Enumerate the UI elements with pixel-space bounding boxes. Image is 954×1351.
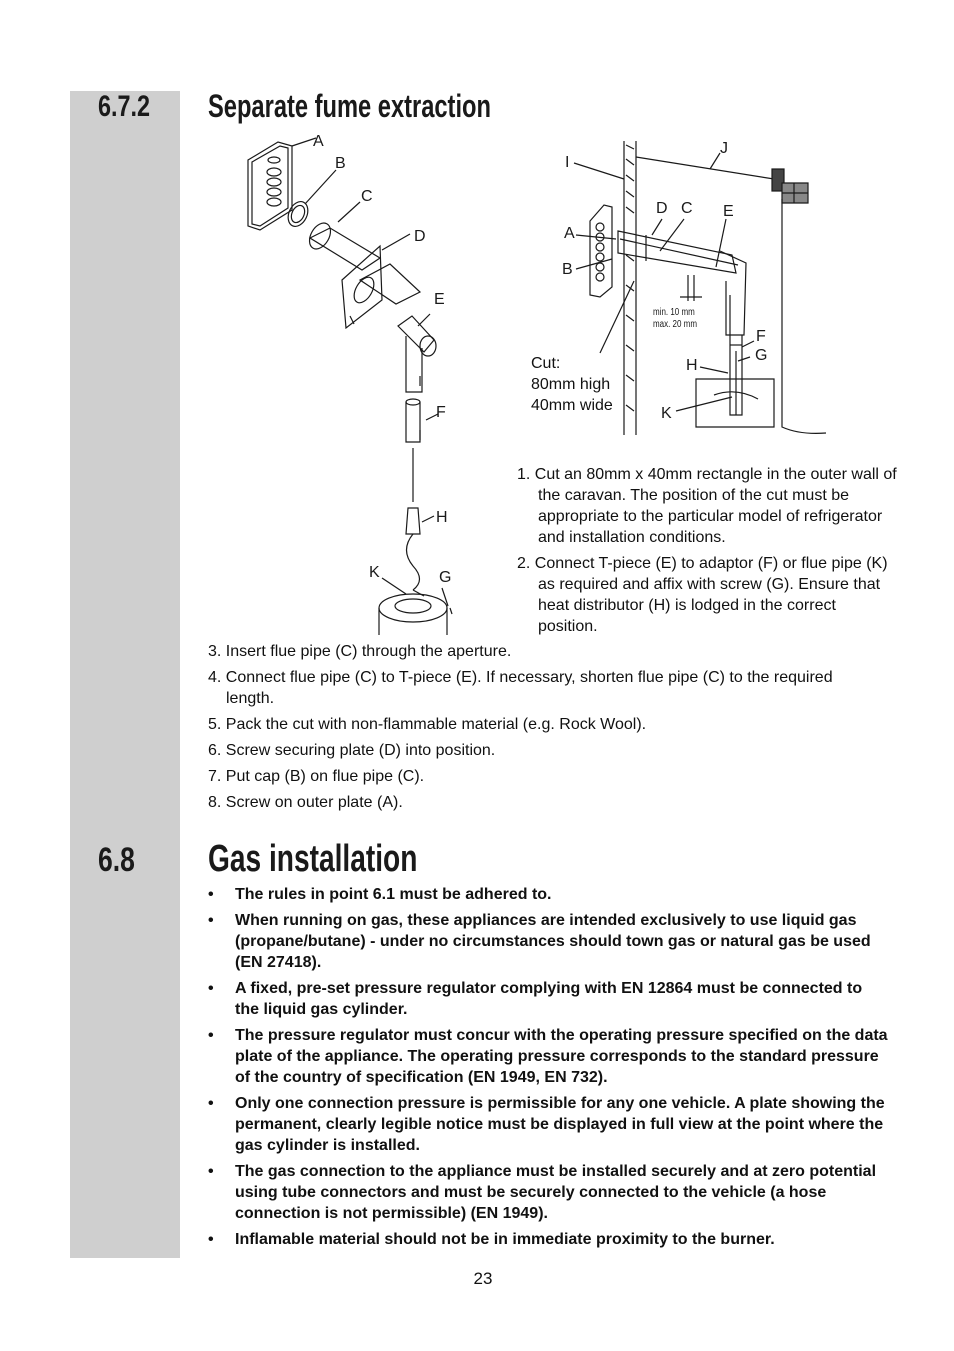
label-g-installed: G [755, 347, 768, 364]
bullet-icon: • [208, 1231, 214, 1248]
cut-title: Cut: [531, 355, 561, 372]
label-g: G [439, 569, 452, 586]
bullet-text: A fixed, pre-set pressure regulator complying with EN 12864 must be connected to the liquid gas cylinder. [235, 980, 863, 1018]
bullet-icon: • [208, 1095, 214, 1112]
step-item: 4. Connect flue pipe (C) to T-piece (E). If necessary, shorten flue pipe (C) to the required length. [208, 669, 833, 707]
label-d-installed: D [656, 200, 668, 217]
bullet-item [208, 1093, 888, 1156]
bullet-text: Inflamable material should not be in immediate proximity to the burner. [235, 1231, 775, 1248]
step-item: 2. Connect T-piece (E) to adaptor (F) or flue pipe (K) as required and affix with screw (G). Ensure that heat distributor (H) is lodged in the correct position. [517, 555, 888, 635]
gas-rules-list [208, 884, 888, 1255]
label-e-installed: E [723, 203, 734, 220]
bullet-item [208, 910, 888, 973]
section-number: 6.7.2 [98, 90, 151, 123]
label-c-installed: C [681, 200, 693, 217]
label-d: D [414, 228, 426, 245]
step-item: 3. Insert flue pipe (C) through the aperture. [208, 643, 512, 660]
steps-list-right [517, 464, 897, 642]
bullet-text: The rules in point 6.1 must be adhered to. [235, 886, 552, 903]
label-f: F [436, 404, 446, 421]
bullet-item [208, 884, 888, 905]
section-sidebar [70, 91, 180, 1258]
step-item: 6. Screw securing plate (D) into position. [208, 742, 496, 759]
step-item: 8. Screw on outer plate (A). [208, 794, 403, 811]
bullet-text: The pressure regulator must concur with the operating pressure specified on the data plate of the appliance. The operating pressure corresponds to the standard pressure of the country of specification (EN 1949, EN 732). [235, 1027, 888, 1086]
bullet-icon: • [208, 1027, 214, 1044]
label-a-installed: A [564, 225, 575, 242]
section-title: Gas installation [208, 838, 418, 880]
step-item: 1. Cut an 80mm x 40mm rectangle in the outer wall of the caravan. The position of the cut must be appropriate to the particular model of refrigerator and installation conditions. [517, 466, 897, 546]
bullet-text: Only one connection pressure is permissible for any one vehicle. A plate showing the permanent, clearly legible notice must be displayed in full view at the point where the gas cylinder is installed. [235, 1095, 885, 1154]
cut-width: 40mm wide [531, 397, 613, 414]
section-number: 6.8 [98, 841, 135, 879]
dimension-min: min. 10 mm [653, 307, 695, 318]
label-e: E [434, 291, 445, 308]
cut-note [531, 353, 613, 416]
label-f-installed: F [756, 328, 766, 345]
section-title: Separate fume extraction [208, 88, 491, 124]
label-h-installed: H [686, 357, 698, 374]
label-k-installed: K [661, 405, 672, 422]
label-c: C [361, 188, 373, 205]
bullet-text: The gas connection to the appliance must be installed securely and at zero potential using tube connectors and must be securely connected to the vehicle (a hose connection is not permissible) (EN 1949). [235, 1163, 877, 1222]
label-j: J [720, 140, 728, 157]
bullet-icon: • [208, 886, 214, 903]
label-h: H [436, 509, 448, 526]
step-item: 5. Pack the cut with non-flammable material (e.g. Rock Wool). [208, 716, 647, 733]
cut-height: 80mm high [531, 376, 611, 393]
bullet-item [208, 1229, 888, 1250]
steps-list-full [208, 641, 868, 818]
bullet-item [208, 1025, 888, 1088]
bullet-icon: • [208, 1163, 214, 1180]
bullet-icon: • [208, 912, 214, 929]
label-b: B [335, 155, 346, 172]
label-b-installed: B [562, 261, 573, 278]
bullet-item [208, 978, 888, 1020]
label-i: I [565, 154, 570, 171]
page-number: 23 [473, 1269, 493, 1288]
label-a: A [313, 133, 324, 150]
bullet-text: When running on gas, these appliances are intended exclusively to use liquid gas (propane/butane) - under no circumstances should town gas or natural gas be used (EN 27418). [235, 912, 871, 971]
exploded-flue-diagram [230, 130, 490, 640]
step-item: 7. Put cap (B) on flue pipe (C). [208, 768, 425, 785]
label-k: K [369, 564, 380, 581]
bullet-item [208, 1161, 888, 1224]
bullet-icon: • [208, 980, 214, 997]
dimension-max: max. 20 mm [653, 319, 698, 330]
